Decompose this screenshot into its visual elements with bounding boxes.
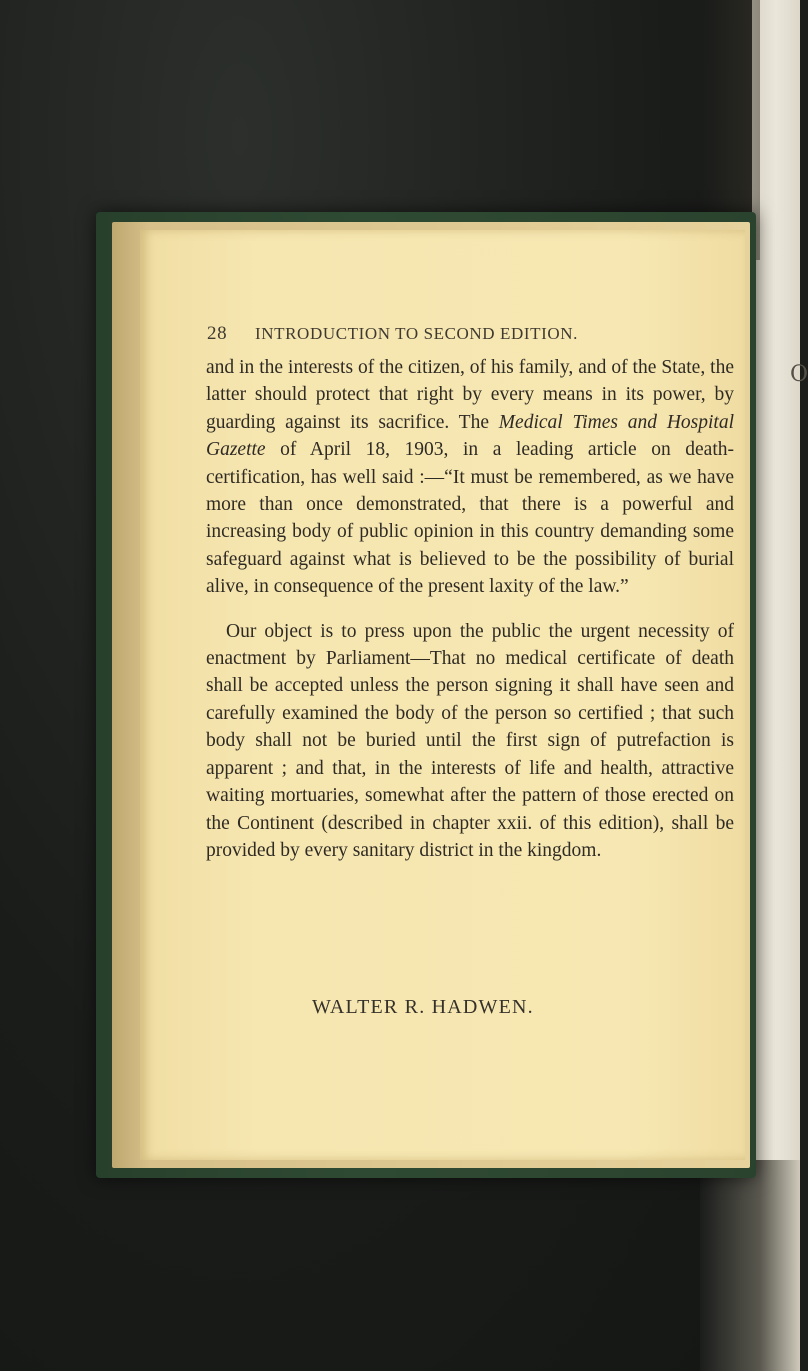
paragraph-2	[206, 618, 734, 865]
page-number: 28	[207, 323, 228, 344]
author-signature: WALTER R. HADWEN.	[312, 996, 534, 1018]
neighbor-page-letter: O	[790, 362, 808, 387]
page-body	[206, 354, 734, 864]
paragraph-1-start: and in the interests of the citizen, of his family, and of the State, the latter should protect that right by every means in its power, by guarding against its sacrifice. The	[206, 357, 734, 433]
neighbor-book-lower	[700, 1160, 800, 1371]
running-title: INTRODUCTION TO SECOND EDITION.	[255, 324, 579, 343]
journal-title: Medical Times and Hospital Gazette	[206, 411, 734, 461]
paragraph-1-end: of April 18, 1903, in a leading article on death-certification, has well said :—“It must be remembered, as we have more than once demonstrated, that there is a powerful and increasing body of public opinion in this country demanding some safeguard against what is believed to be the possibility of burial alive, in consequence of the present laxity of the law.”	[206, 439, 734, 598]
paragraph-1	[206, 354, 734, 601]
paragraph-2-text: Our object is to press upon the public the urgent necessity of enactment by Parliament—That no medical certificate of death shall be accepted unless the person signing it shall have seen and carefully examined the body of the person so certified ; that such body shall not be buried until the first sign of putrefaction is apparent ; and that, in the interests of life and health, attractive waiting mortuaries, somewhat after the pattern of those erected on the Continent (described in chapter xxii. of this edition), shall be provided by every sanitary district in the kingdom.	[206, 620, 734, 861]
running-header	[207, 323, 727, 345]
